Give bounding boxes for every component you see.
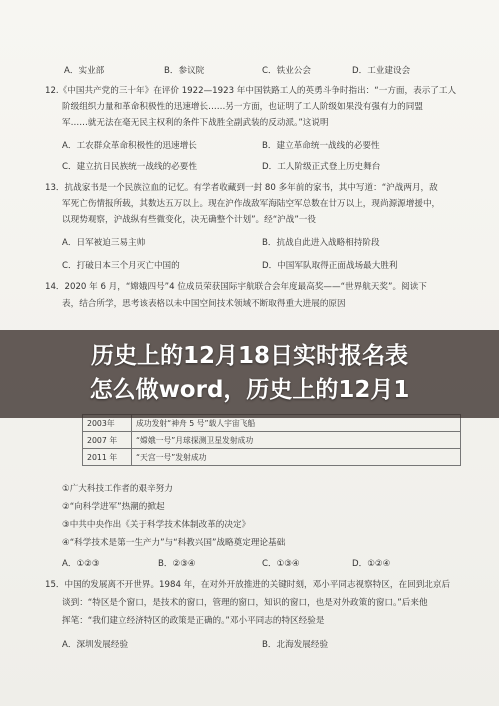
table-cell-event: “天宫一号”发射成功: [132, 449, 461, 466]
q12-answer-c: C．建立抗日民族统一战线的必要性: [62, 162, 197, 172]
table-cell-year: 2007 年: [83, 432, 132, 449]
table-cell-event: “嫦娥一号”月球探测卫星发射成功: [132, 432, 461, 449]
q14-option-a: A．①②③: [62, 559, 100, 569]
q14-option-d: D．①②④: [352, 559, 391, 569]
table-cell-event: 成功发射“神舟 5 号”载人宇宙飞船: [132, 415, 461, 432]
question-14-line2: 表，结合所学，思考该表格以未中国空间技术领域不断取得重大进展的原因: [62, 299, 346, 309]
table-cell-year: 2011 年: [83, 449, 132, 466]
events-table: [82, 414, 461, 466]
question-12-line2: 阶级组织力量和革命积极性的迅速增长……另一方面，也证明了工人阶级如果没有强有力的同盟: [62, 102, 423, 112]
question-14-line1: 14．2020 年 6 月，“嫦娥四号”4 位成员荣获国际宇航联合会年度最高奖——“世界航天奖”。阅读下: [45, 282, 427, 292]
q12-option-d: D．工业建设会: [352, 66, 411, 76]
q13-answer-a: A．日军被迫三易主帅: [62, 238, 146, 248]
question-12-line3: 军……就无法在毫无民主权利的条件下战胜全副武装的反动派。”这说明: [62, 118, 329, 128]
q15-answer-a: A．深圳发展经验: [62, 640, 129, 650]
q12-answer-d: D．工人阶级正式登上历史舞台: [262, 162, 381, 172]
banner-title-line2: 怎么做word，历史上的12月1: [89, 377, 410, 403]
q12-answer-a: A．工农群众革命积极性的迅速增长: [62, 141, 197, 151]
question-13-line3: 以现势观察，沪战纵有些微变化，决无确整个计划”。经“沪战”一役: [62, 215, 316, 225]
q15-answer-b: B．北海发展经验: [262, 640, 329, 650]
q13-answer-d: D．中国军队取得正面战场最大胜利: [262, 261, 398, 271]
q14-option-c: C．①③④: [262, 559, 300, 569]
table-row: [83, 432, 461, 449]
q14-item-2: ②“向科学进军”热潮的掀起: [62, 502, 165, 512]
banner-title-line1: 历史上的12月18日实时报名表: [90, 343, 408, 369]
q13-answer-b: B．抗战自此进入战略相持阶段: [262, 238, 380, 248]
q12-option-c: C．铁业公会: [262, 66, 311, 76]
q14-item-1: ①广大科技工作者的艰辛努力: [62, 484, 173, 494]
table-cell-year: 2003年: [83, 415, 132, 432]
question-12-line1: 12.《中国共产党的三十年》在评价 1922—1923 年中国铁路工人的英勇斗争时指出：“一方面，表示了工人: [45, 86, 457, 96]
q14-item-3: ③中共中央作出《关于科学技术体制改革的决定》: [62, 520, 251, 530]
question-15-line2: 谈到：“特区是个窗口，是技术的窗口，管理的窗口，知识的窗口，也是对外政策的窗口。”后来他: [62, 598, 428, 608]
question-15-line3: 挥笔：“我们建立经济特区的政策是正确的。”邓小平同志的特区经验是: [62, 616, 325, 626]
q12-option-b: B．参议院: [164, 66, 205, 76]
q13-answer-c: C．打破日本三个月灭亡中国的: [62, 261, 180, 271]
title-banner: [0, 330, 499, 418]
q12-option-a: A．实业部: [64, 66, 105, 76]
q14-option-b: B．②③④: [158, 559, 196, 569]
q14-item-4: ④“科学技术是第一生产力”与“科教兴国”战略奠定理论基础: [62, 538, 286, 548]
q12-answer-b: B．建立革命统一战线的必要性: [262, 141, 380, 151]
question-13-line2: 军死亡伤情报所载，其数达五万以上。现在沪作战敌军海陆空军总数在廿万以上，现尚源源增援中，: [62, 199, 441, 209]
question-15-line1: 15．中国的发展离不开世界。1984 年，在对外开放推进的关键时刻，邓小平同志视察特区，在回到北京后: [45, 580, 451, 590]
table-row: [83, 449, 461, 466]
question-13-line1: 13．抗战家书是一个民族泣血的记忆。有学者收藏到一封 80 多年前的家书，其中写道：“沪战两月，敌: [45, 183, 438, 193]
